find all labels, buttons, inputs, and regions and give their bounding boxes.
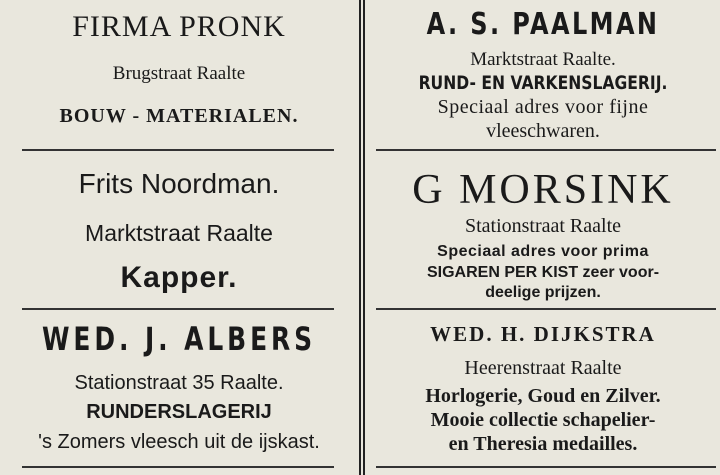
ad-title: FIRMA PRONK	[72, 10, 286, 43]
ad-line: Mooie collectie schapelier-	[430, 409, 656, 431]
ad-address: Heerenstraat Raalte	[464, 357, 622, 379]
ad-title: Frits Noordman.	[78, 168, 280, 199]
ad-line: Kapper.	[120, 261, 238, 294]
ad-title: A. S. PAALMAN	[426, 7, 660, 42]
ad-title: G MORSINK	[412, 167, 674, 213]
ad-divider	[22, 466, 334, 468]
ad-line: SIGAREN PER KIST zeer voor-	[426, 264, 660, 281]
ad-line: 's Zomers vleesch uit de ijskast.	[38, 431, 320, 453]
ad-address: Stationstraat 35 Raalte.	[74, 372, 284, 394]
ad-address: Stationstraat Raalte	[464, 215, 622, 237]
ad-address: Marktstraat Raalte	[85, 220, 273, 246]
ad-line: BOUW - MATERIALEN.	[59, 105, 299, 127]
ad-line: en Theresia medailles.	[448, 433, 638, 455]
ad-title: WED. J. ALBERS	[41, 320, 317, 358]
ad-line: Horlogerie, Goud en Zilver.	[425, 385, 661, 407]
ad-line: Speciaal adres voor fijne	[437, 96, 649, 118]
ad-line: RUNDERSLAGERIJ	[86, 401, 272, 423]
right-column	[366, 0, 720, 475]
column-divider	[363, 0, 365, 475]
ad-divider	[376, 149, 716, 151]
ad-line: deelige prijzen.	[485, 284, 601, 301]
left-column	[0, 0, 358, 475]
ad-divider	[22, 308, 334, 310]
ad-line: RUND- EN VARKENSLAGERIJ.	[418, 72, 668, 94]
ad-divider	[376, 308, 716, 310]
ad-address: Brugstraat Raalte	[112, 63, 246, 84]
ad-divider	[22, 149, 334, 151]
ad-divider	[376, 466, 716, 468]
ad-line: Speciaal adres voor prima	[437, 243, 649, 260]
ad-line: vleeschwaren.	[486, 120, 600, 142]
ad-address: Marktstraat Raalte.	[470, 49, 616, 70]
column-divider	[359, 0, 361, 475]
ad-title: WED. H. DIJKSTRA	[430, 322, 656, 346]
